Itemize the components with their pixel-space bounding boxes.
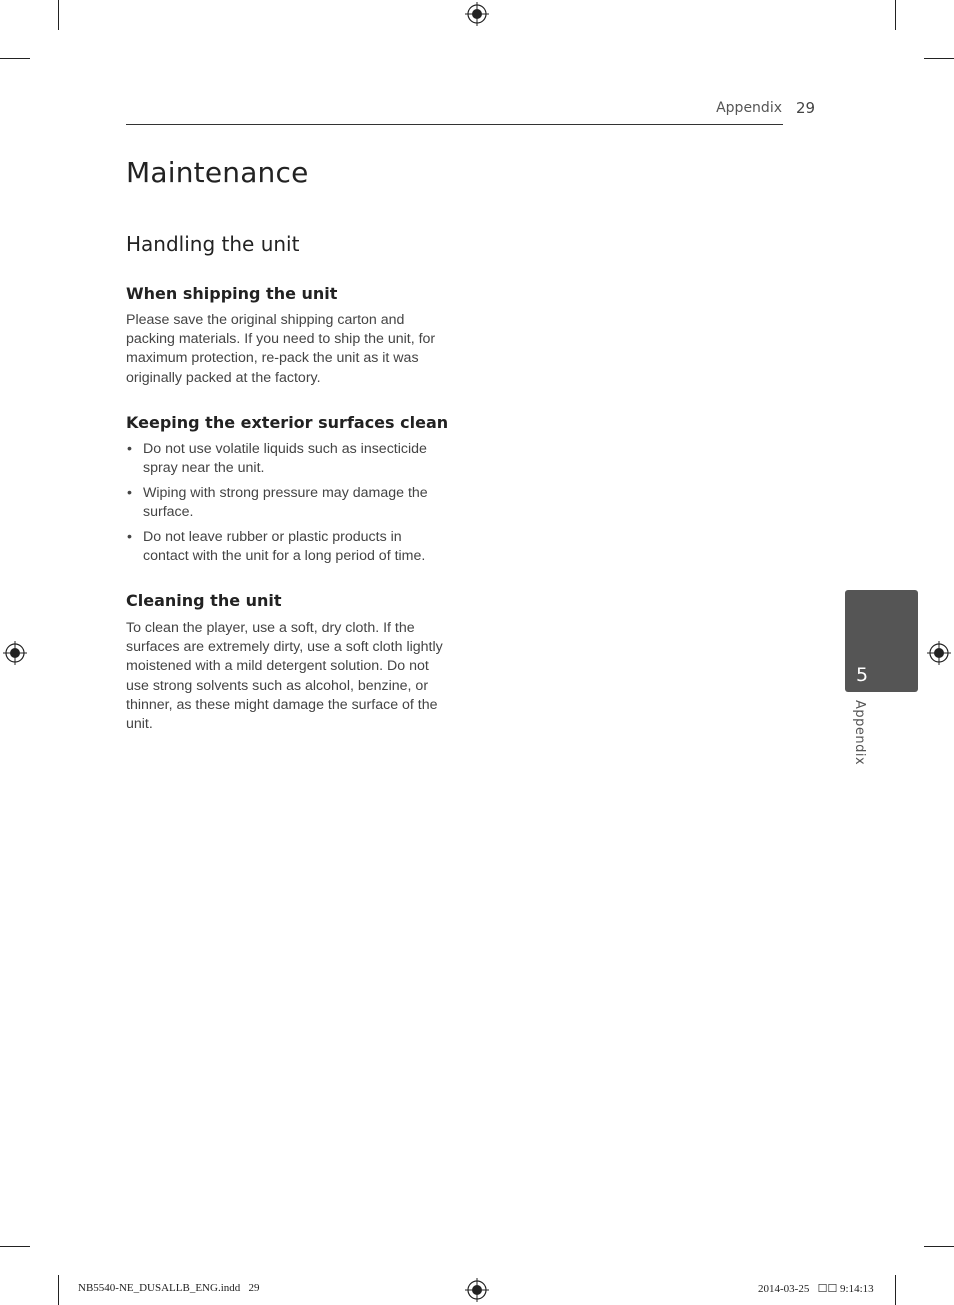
crop-mark: [58, 0, 59, 30]
shipping-paragraph: [126, 311, 448, 388]
header-rule: [126, 124, 783, 125]
bullet-icon: •: [127, 484, 132, 501]
text-line: surface.: [143, 504, 194, 520]
text-line: maximum protection, re-pack the unit as it was: [126, 350, 419, 367]
registration-mark-icon: [465, 2, 489, 26]
bullet-icon: •: [127, 441, 132, 457]
footer-file-slug: NB5540-NE_DUSALLB_ENG.indd 29: [78, 1282, 260, 1294]
text-line: contact with the unit for a long period of time.: [143, 547, 426, 564]
text-line: Do not leave rubber or plastic products in: [143, 528, 402, 545]
text-line: To clean the player, use a soft, dry cloth. If the: [126, 620, 415, 636]
text-line: thinner, as these might damage the surface of the: [126, 696, 438, 713]
text-line: Wiping with strong pressure may damage the: [143, 484, 428, 501]
crop-mark: [924, 58, 954, 59]
footer-date-slug: 2014-03-25 ☐☐ 9:14:13: [758, 1283, 874, 1295]
list-item: [126, 440, 448, 478]
registration-mark-icon: [3, 641, 27, 665]
header-section-label: Appendix: [716, 100, 782, 116]
text-line: moistened with a mild detergent solution. Do not: [126, 658, 429, 675]
crop-mark: [0, 1246, 30, 1247]
exterior-heading: Keeping the exterior surfaces clean: [126, 413, 449, 432]
text-line: originally packed at the factory.: [126, 369, 321, 386]
list-item: [126, 484, 448, 522]
text-line: Please save the original shipping carton and: [126, 312, 405, 328]
exterior-bullet-list: [126, 440, 448, 571]
crop-mark: [895, 1275, 896, 1305]
list-item: [126, 528, 448, 566]
crop-mark: [924, 1246, 954, 1247]
text-line: Do not use volatile liquids such as insecticide: [143, 441, 427, 457]
text-line: spray near the unit.: [143, 460, 265, 477]
text-line: surfaces are extremely dirty, use a soft cloth lightly: [126, 639, 443, 656]
shipping-heading: When shipping the unit: [126, 284, 338, 303]
section-title: Handling the unit: [126, 232, 300, 256]
chapter-number: 5: [856, 664, 869, 686]
text-line: unit.: [126, 716, 153, 733]
page-number: 29: [796, 99, 816, 117]
page-title: Maintenance: [126, 156, 309, 189]
chapter-label: Appendix: [852, 700, 867, 766]
crop-mark: [58, 1275, 59, 1305]
text-line: packing materials. If you need to ship the unit, for: [126, 331, 436, 348]
text-line: use strong solvents such as alcohol, benzine, or: [126, 677, 429, 694]
cleaning-heading: Cleaning the unit: [126, 591, 282, 610]
crop-mark: [895, 0, 896, 30]
registration-mark-icon: [927, 641, 951, 665]
bullet-icon: •: [127, 528, 132, 545]
crop-mark: [0, 58, 30, 59]
registration-mark-icon: [465, 1278, 489, 1302]
cleaning-paragraph: [126, 619, 448, 734]
